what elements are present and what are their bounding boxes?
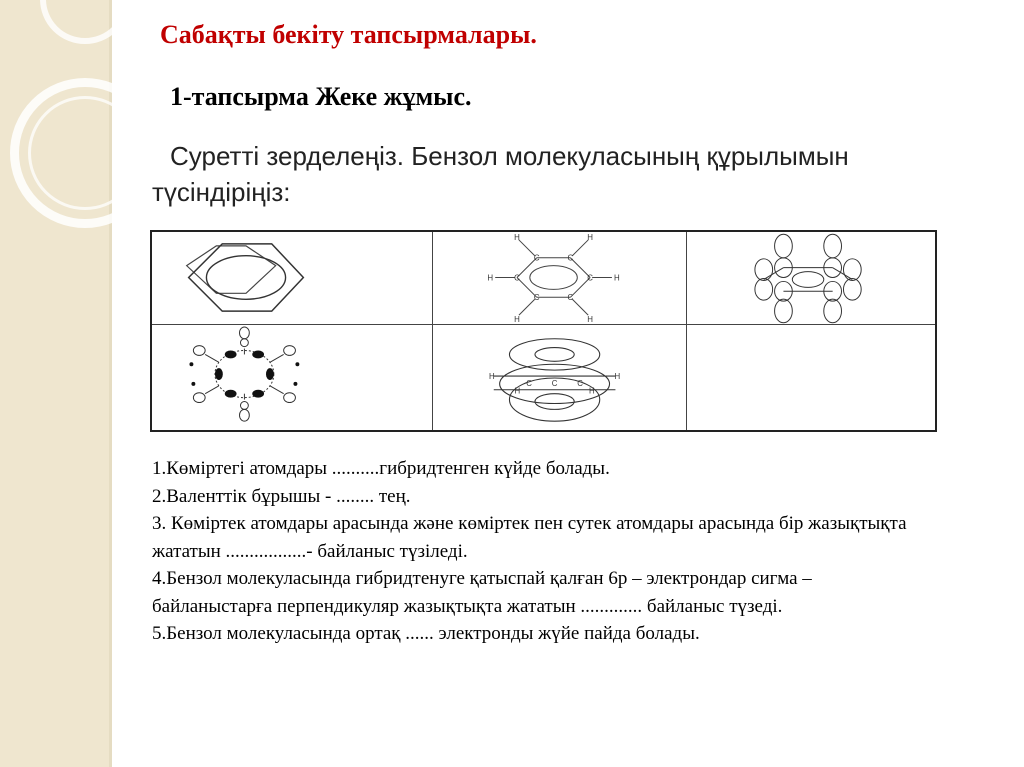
benzene-sp2-hybrid-figure bbox=[152, 325, 433, 430]
question-item: 4.Бензол молекуласында гибридтенуге қатыспай қалған 6р – электрондар сигма – байланыстарға перпендикуляр жазықтықта жататын ............. байланыс түзеді. bbox=[152, 568, 812, 617]
hydrogen-label: H bbox=[488, 371, 495, 381]
hexagon-diagram bbox=[152, 232, 432, 324]
benzene-figure-table bbox=[150, 230, 937, 432]
hydrogen-label: H bbox=[514, 315, 520, 324]
hydrogen-label: H bbox=[614, 273, 620, 283]
question-item: 3. Көміртек атомдары арасында және көміртек пен сутек атомдары арасында бір жазықтықта жататын .................- байланыс түзіледі. bbox=[152, 513, 907, 562]
hydrogen-label: H bbox=[514, 232, 520, 242]
task-prompt: Суретті зерделеңіз. Бензол молекуласының құрылымын түсіндіріңіз: bbox=[152, 141, 849, 207]
carbon-label: C bbox=[577, 378, 583, 388]
benzene-kekule-hexagon-figure bbox=[152, 232, 433, 325]
question-item: 5.Бензол молекуласында ортақ ...... электронды жүйе пайда болады. bbox=[152, 623, 700, 644]
decorative-ring-small bbox=[28, 96, 142, 210]
p-orbital-diagram bbox=[687, 232, 935, 324]
carbon-label: C bbox=[567, 253, 574, 263]
carbon-label: C bbox=[533, 293, 540, 303]
empty-table-cell bbox=[687, 325, 935, 430]
hydrogen-label: H bbox=[514, 386, 521, 396]
carbon-label: C bbox=[551, 378, 558, 388]
carbon-label: C bbox=[514, 273, 520, 283]
carbon-label: C bbox=[526, 378, 532, 388]
hydrogen-label: H bbox=[587, 315, 594, 324]
hydrogen-label: H bbox=[587, 232, 594, 242]
benzene-p-orbitals-figure bbox=[687, 232, 935, 325]
question-item: 1.Көміртегі атомдары ..........гибридтенген күйде болады. bbox=[152, 458, 610, 479]
slide-title: Сабақты бекіту тапсырмалары. bbox=[160, 20, 537, 49]
hydrogen-label: H bbox=[614, 371, 621, 381]
pi-cloud-diagram bbox=[433, 325, 686, 430]
hydrogen-label: H bbox=[487, 273, 494, 283]
benzene-structural-formula-figure bbox=[433, 232, 687, 325]
carbon-label: C bbox=[567, 293, 574, 303]
carbon-label: C bbox=[587, 273, 594, 283]
structural-formula-diagram bbox=[433, 232, 686, 324]
task-heading: 1-тапсырма Жеке жұмыс. bbox=[170, 82, 472, 111]
question-item: 2.Валенттік бұрышы - ........ тең. bbox=[152, 485, 411, 507]
benzene-pi-cloud-figure bbox=[433, 325, 687, 430]
carbon-label: C bbox=[533, 253, 540, 263]
question-list bbox=[152, 455, 912, 648]
hydrogen-label: H bbox=[589, 386, 595, 396]
sp2-orbital-diagram bbox=[152, 325, 432, 430]
